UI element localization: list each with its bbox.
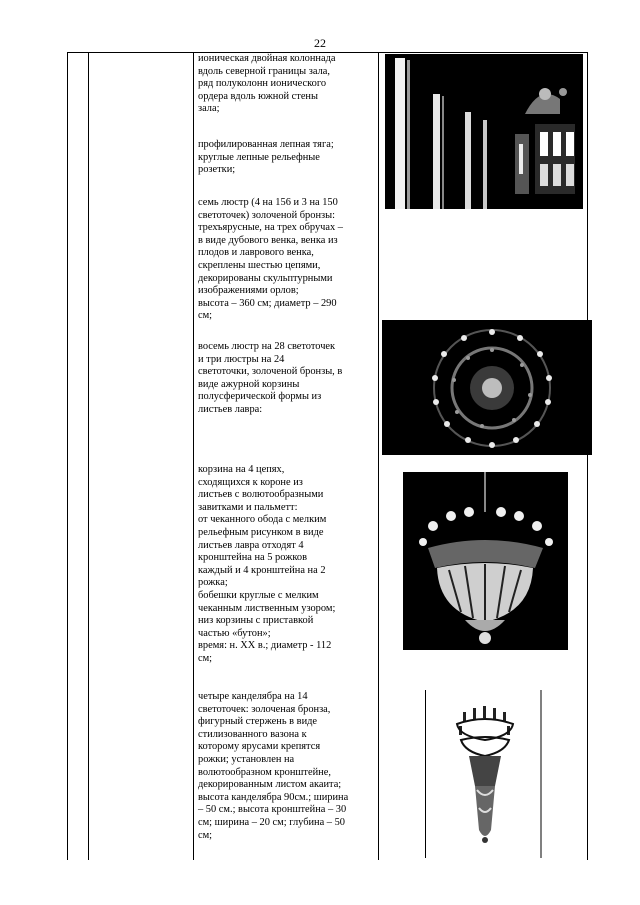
text-line: ряд полуколонн ионического — [198, 78, 327, 90]
text-line: кронштейна на 5 рожков — [198, 552, 307, 564]
text-line: завитками и пальметт: — [198, 501, 298, 513]
text-line: светоточек: золоченая бронза, — [198, 703, 331, 715]
text-line: профилированная лепная тяга; — [198, 139, 334, 150]
candelabra-photo — [425, 690, 543, 858]
table-border-left — [67, 52, 68, 860]
text-line: четыре канделябра на 14 — [198, 691, 308, 702]
text-line: волютообразном кронштейне, — [198, 766, 331, 778]
text-line: зала; — [198, 103, 220, 115]
basket-chandelier-photo — [403, 472, 568, 650]
text-line: листьев лавра отходят 4 — [198, 539, 304, 551]
text-line: листьев с волютообразными — [198, 489, 324, 501]
text-line: высота – 360 см; диаметр – 290 — [198, 297, 337, 309]
text-line: каждый и 4 кронштейна на 2 — [198, 564, 326, 576]
entry-colonnade — [198, 53, 374, 116]
text-line: рельефным рисунком в виде — [198, 526, 324, 538]
text-line: рожки; установлен на — [198, 753, 295, 765]
table-divider-3 — [378, 52, 379, 860]
text-line: и три люстры на 24 — [198, 353, 285, 365]
text-line: в виде дубового венка, венка из — [198, 234, 338, 246]
text-line: время: н. XX в.; диаметр - 112 — [198, 640, 332, 652]
text-line: скреплены шестью цепями, — [198, 259, 321, 271]
text-line: стилизованного вазона к — [198, 728, 307, 740]
text-line: круглые лепные рельефные — [198, 151, 320, 163]
text-line: трехъярусные, на трех обручах – — [198, 222, 343, 234]
text-line: светоточек) золоченой бронзы: — [198, 209, 335, 221]
text-line: см; ширина – 20 см; глубина – 50 — [198, 816, 345, 828]
entry-seven-chandeliers — [198, 197, 374, 323]
table-divider-2 — [193, 52, 194, 860]
text-line: частью «бутон»; — [198, 627, 271, 639]
text-line: семь люстр (4 на 156 и 3 на 150 — [198, 197, 338, 208]
text-line: сходящихся к короне из — [198, 476, 303, 488]
text-line: см; — [198, 829, 213, 841]
table-border-right — [587, 52, 588, 860]
table-divider-1 — [88, 52, 89, 860]
text-line: высота канделябра 90см.; ширина — [198, 791, 349, 803]
text-line: фигурный стержень в виде — [198, 716, 318, 728]
text-line: декорированным листом акаита; — [198, 779, 342, 791]
hall-colonnade-photo — [385, 54, 583, 209]
entry-candelabra — [198, 691, 374, 842]
text-line: – 50 см.; высота кронштейна – 30 — [198, 804, 347, 816]
text-line: которому ярусами крепятся — [198, 741, 321, 753]
text-line: декорированы скульптурными — [198, 272, 333, 284]
text-line: вдоль северной границы зала, — [198, 65, 330, 77]
text-line: бобешки круглые с мелким — [198, 589, 319, 601]
text-line: ордера вдоль южной стены — [198, 90, 318, 102]
text-line: восемь люстр на 28 светоточек — [198, 341, 336, 352]
text-line: чеканным лиственным узором; — [198, 602, 336, 614]
entry-basket — [198, 464, 374, 666]
text-line: корзина на 4 цепях, — [198, 464, 285, 475]
text-line: плодов и лаврового венка, — [198, 247, 314, 259]
text-line: полусферической формы из — [198, 391, 322, 403]
entry-moulding — [198, 139, 374, 177]
chandelier-below-photo — [382, 320, 592, 455]
text-line: см; — [198, 652, 213, 664]
text-line: розетки; — [198, 164, 236, 176]
text-line: светоточки, золоченой бронзы, в — [198, 366, 343, 378]
text-line: см; — [198, 310, 213, 322]
text-line: изображениями орлов; — [198, 285, 299, 297]
text-line: листьев лавра: — [198, 403, 263, 415]
text-line: виде ажурной корзины — [198, 378, 300, 390]
text-line: рожка; — [198, 577, 228, 589]
text-line: низ корзины с приставкой — [198, 615, 314, 627]
page-number: 22 — [314, 36, 326, 50]
entry-eight-chandeliers — [198, 341, 374, 417]
text-line: от чеканного обода с мелким — [198, 514, 327, 526]
text-line: ионическая двойная колоннада — [198, 53, 336, 64]
